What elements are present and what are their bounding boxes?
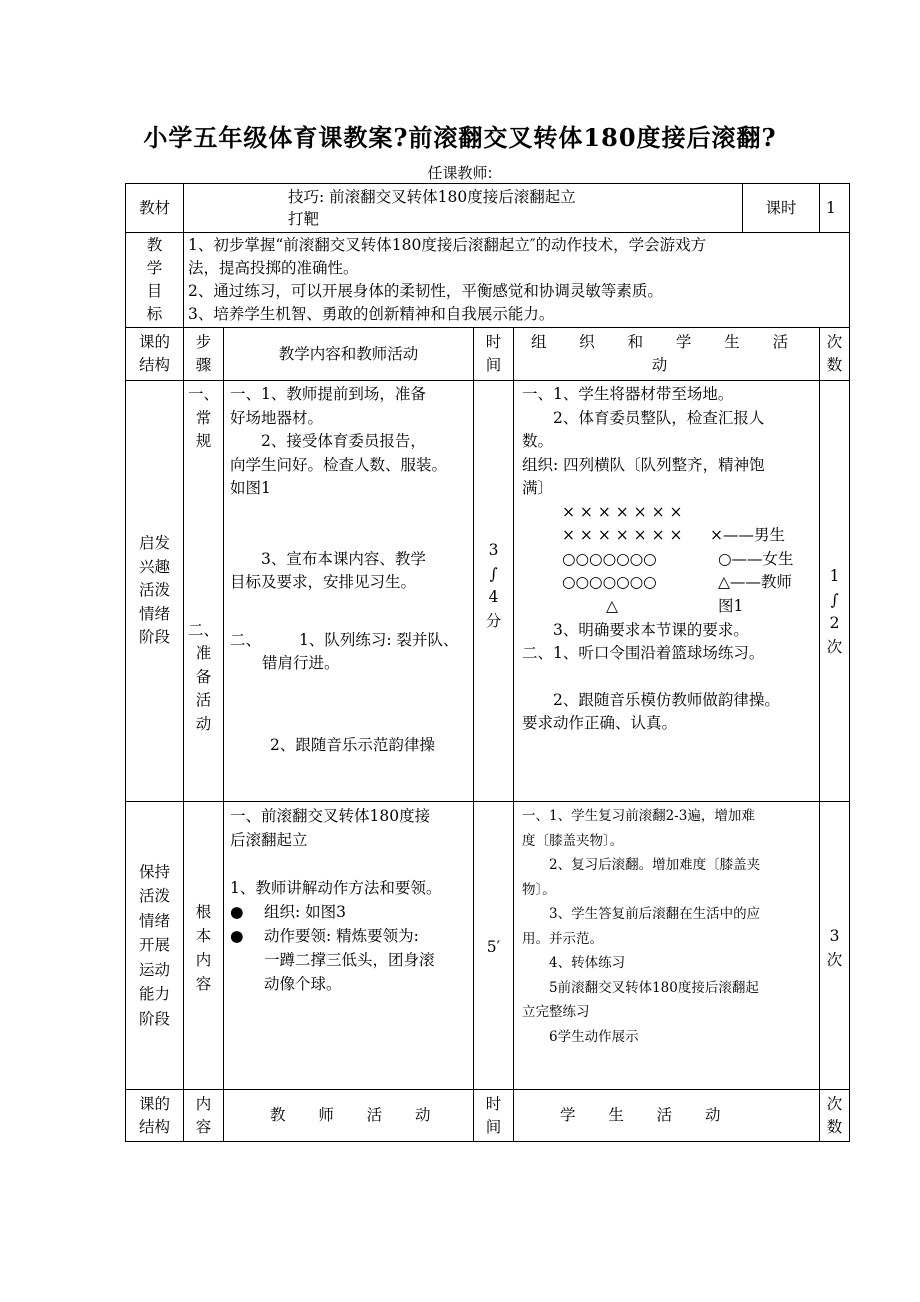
phase1-student-activities: 一、1、学生将器材带至场地。 2、体育委员整队，检查汇报人 数。 组织: 四列横队〔队列整齐，精神饱 满〕 × × × × × × × × × × × × × × ×——男生 ○○○○○○○ ○——女生 ○○○○○○○ △——教师 △ 图1 3、明确要求本节课的要求。 二、1、听口令围沿着篮球场练习。 2、跟随音乐模仿教师做韵律操。 要求动作正确、认真。 bbox=[514, 381, 820, 802]
legend-girl: ○——女生 bbox=[718, 549, 794, 568]
objective-line: 法，提高投掷的准确性。 bbox=[188, 259, 359, 277]
bullet-icon: ● bbox=[230, 903, 244, 921]
material-row bbox=[126, 184, 850, 233]
phase1-count: 1 bbox=[829, 567, 840, 585]
hours-label: 课时 bbox=[742, 184, 819, 232]
objective-line: 1、初步掌握“前滚翻交叉转体180度接后滚翻起立″的动作技术，学会游戏方 bbox=[188, 236, 707, 254]
phase2-row: 保持 活泼 情绪 开展 运动 能力 阶段 根 本 内 容 一、前滚翻交叉转体180度接 后滚翻起立 1、教师讲解动作方法和要领。 ● 组织: 如图3 ● 动作要领: 精炼要领为: 一蹲二撑三低头，团身滚 动像个球。 5′ 一、1、学生复习前滚翻2-3遍，增加难 度〔膝盖夹物〕。 2、复习后滚翻。增加难度〔膝盖夹 物〕。 3、学生答复前后滚翻在生活中的应 用。并示范。 4、转体练习 5前滚翻交叉转体180度接后滚翻起 立完整练习 6学生动作展示 3 次 bbox=[126, 802, 850, 1090]
header2-student: 学 生 活 动 bbox=[514, 1090, 820, 1142]
phase2-teacher-activities: 一、前滚翻交叉转体180度接 后滚翻起立 1、教师讲解动作方法和要领。 ● 组织: 如图3 ● 动作要领: 精炼要领为: 一蹲二撑三低头，团身滚 动像个球。 bbox=[224, 802, 474, 1090]
teacher-mark: △ bbox=[606, 596, 618, 615]
figure-label: 图1 bbox=[718, 596, 744, 615]
lesson-plan-table bbox=[125, 183, 850, 1142]
header-count: 次 bbox=[826, 333, 843, 351]
teacher-label: 任课教师: bbox=[427, 164, 493, 182]
header-structure: 课的 bbox=[138, 333, 170, 351]
header2-content: 内 bbox=[195, 1094, 212, 1113]
objectives-label-4: 标 bbox=[146, 305, 163, 323]
phase1-time: 3 bbox=[488, 541, 499, 559]
phase2-count: 3 bbox=[829, 927, 840, 945]
objective-line: 2、通过练习，可以开展身体的柔韧性，平衡感觉和协调灵敏等素质。 bbox=[188, 282, 663, 300]
objectives-label-3: 目 bbox=[146, 282, 163, 300]
phase2-name: 保持 bbox=[138, 862, 170, 881]
legend-teacher: △——教师 bbox=[718, 573, 792, 591]
hours-value: 1 bbox=[820, 184, 850, 233]
phase2-student-activities: 一、1、学生复习前滚翻2-3遍，增加难 度〔膝盖夹物〕。 2、复习后滚翻。增加难度〔膝盖夹 物〕。 3、学生答复前后滚翻在生活中的应 用。并示范。 4、转体练习 5前滚翻交叉转体180度接后滚翻起 立完整练习 6学生动作展示 bbox=[514, 802, 820, 1090]
phase1-teacher-activities: 一、1、教师提前到场，准备 好场地器材。 2、接受体育委员报告， 向学生问好。检查人数、服装。 如图1 3、宣布本课内容、教学 目标及要求，安排见习生。 二、 1、队列练习: 裂并队、 错肩行进。 2、跟随音乐示范韵律操 bbox=[224, 381, 474, 802]
header2-count: 次 bbox=[826, 1094, 843, 1113]
header-time: 时 bbox=[485, 333, 502, 351]
material-content-line1: 技巧: 前滚翻交叉转体180度接后滚翻起立 bbox=[288, 188, 576, 206]
material-content-line2: 打靶 bbox=[288, 210, 320, 228]
header-teaching: 教学内容和教师活动 bbox=[224, 328, 474, 381]
objectives-row bbox=[126, 233, 850, 328]
legend-boy: ×——男生 bbox=[710, 526, 785, 544]
phase1-row: 启发 兴趣 活泼 情绪 阶段 一、 常 规 二、 准 备 活 动 一、1、教师提前到场，准备 好场地器材。 2、接受体育委员报告， 向学生问好。检查人数、服装。 如图1 3、宣布本课内容、教学 目标及要求，安排见习生。 二、 1、队列练习: 裂并队、 错肩行进。 2、跟随音乐示范韵律操 3 ∫ 4 分 一、1、学生将器材带至场地。 2、体育委员整队，检查汇报人 数。 组织: 四列横队〔队列整齐，精神饱 满〕 × × × × × × × × × × × × × × ×——男生 ○○○○○○○ ○——女生 ○○○○○○○ △——教师 △ 图1 3、明确要求本节课的要求。 二、1、听口令围沿着篮球场练习。 2、跟随音乐模仿教师做韵律操。 要求动作正确、认真。 1 ∫ 2 次 bbox=[126, 381, 850, 802]
header2-teacher: 教 师 活 动 bbox=[224, 1090, 474, 1142]
objectives-label-1: 教 bbox=[146, 236, 163, 254]
phase1-name: 启发 bbox=[138, 534, 170, 553]
header2-structure: 课的 bbox=[138, 1094, 170, 1113]
phase2-time: 5′ bbox=[474, 802, 514, 1090]
phase1-step-b: 二、 bbox=[187, 620, 219, 639]
header-row-2: 课的 结构 内 容 教 师 活 动 时 间 学 生 活 动 次 数 bbox=[126, 1090, 850, 1142]
formation-diagram: × × × × × × × × × × × × × × ×——男生 ○○○○○○○ ○——女生 ○○○○○○○ △——教师 △ 图1 bbox=[522, 501, 811, 619]
phase2-step: 根 bbox=[195, 903, 212, 921]
bullet-icon: ● bbox=[230, 927, 244, 945]
page-title: 小学五年级体育课教案?前滚翻交叉转体180度接后滚翻? bbox=[143, 123, 777, 152]
header-organization: 组 织 和 学 生 活 动 bbox=[514, 328, 820, 381]
objective-line: 3、培养学生机智、勇敢的创新精神和自我展示能力。 bbox=[188, 305, 555, 323]
material-label: 教材 bbox=[126, 184, 184, 233]
header2-time: 时 bbox=[485, 1094, 502, 1113]
phase1-step-a: 一、 bbox=[187, 385, 219, 403]
header-step: 步 bbox=[195, 333, 212, 351]
header-row: 课的 结构 步 骤 教学内容和教师活动 时 间 组 织 和 学 生 活 动 次 数 bbox=[126, 328, 850, 381]
objectives-label-2: 学 bbox=[146, 259, 163, 277]
